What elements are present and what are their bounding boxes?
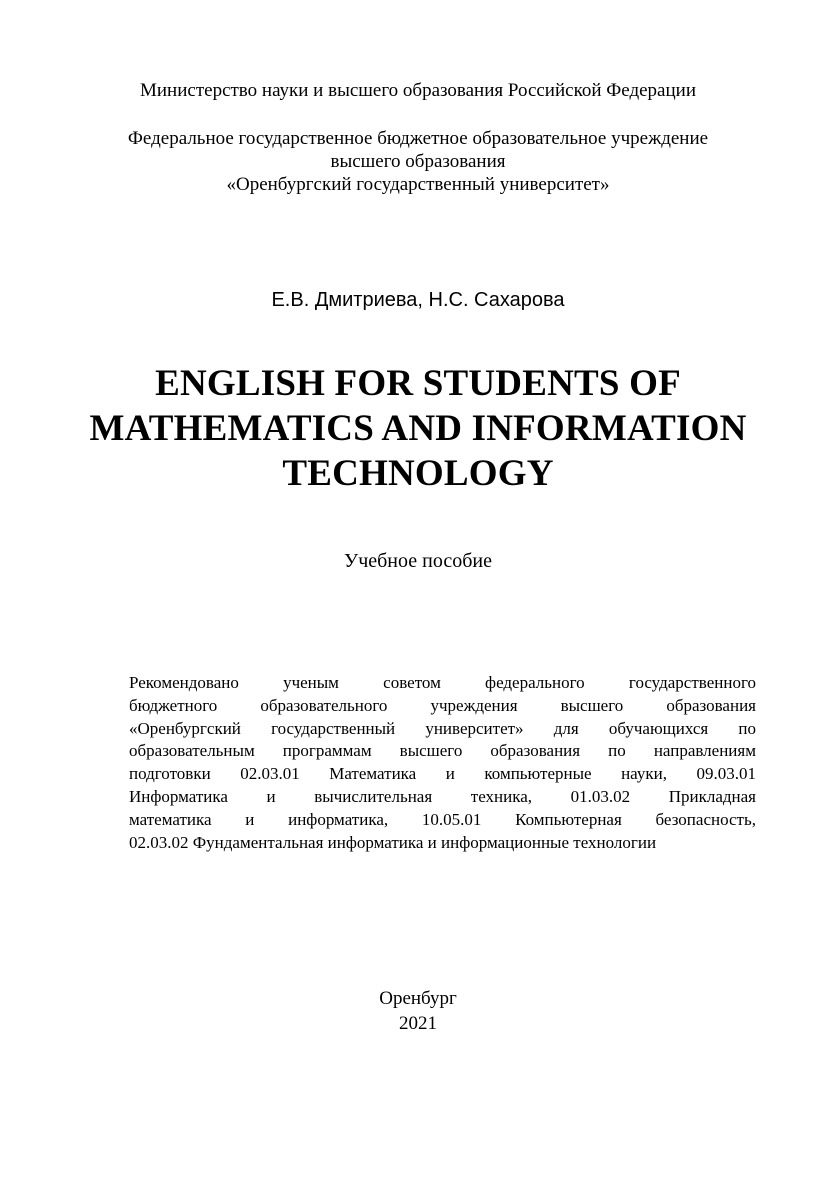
recommendation-line: «Оренбургский государственный университет» для обучающихся по	[129, 718, 756, 738]
book-title	[60, 361, 776, 496]
recommendation-line: подготовки 02.03.01 Математика и компьютерные науки, 09.03.01	[129, 764, 756, 784]
title-line: MATHEMATICS AND INFORMATION	[89, 408, 747, 449]
recommendation-paragraph	[129, 672, 756, 854]
recommendation-line: Рекомендовано ученым советом федерального государственного	[129, 673, 756, 692]
title-line: ENGLISH FOR STUDENTS OF	[155, 363, 681, 404]
recommendation-line: 02.03.02 Фундаментальная информатика и информационные технологии	[129, 832, 657, 852]
recommendation-line: Информатика и вычислительная техника, 01.03.02 Прикладная	[129, 786, 756, 806]
recommendation-line: образовательным программам высшего образования по направлениям	[129, 741, 756, 761]
recommendation-line: математика и информатика, 10.05.01 Компьютерная безопасность,	[129, 809, 756, 829]
title-line: TECHNOLOGY	[282, 453, 554, 494]
authors: Е.В. Дмитриева, Н.С. Сахарова	[271, 289, 565, 311]
ministry-name: Министерство науки и высшего образования Российской Федерации	[140, 80, 696, 101]
institution-line: Федеральное государственное бюджетное образовательное учреждение	[127, 128, 709, 149]
publication-city: Оренбург	[379, 988, 457, 1009]
institution-line: высшего образования	[330, 151, 506, 172]
book-subtitle: Учебное пособие	[344, 550, 492, 572]
institution-line: «Оренбургский государственный университет»	[226, 174, 610, 195]
publication-year: 2021	[399, 1013, 437, 1034]
recommendation-line: бюджетного образовательного учреждения высшего образования	[129, 695, 756, 715]
